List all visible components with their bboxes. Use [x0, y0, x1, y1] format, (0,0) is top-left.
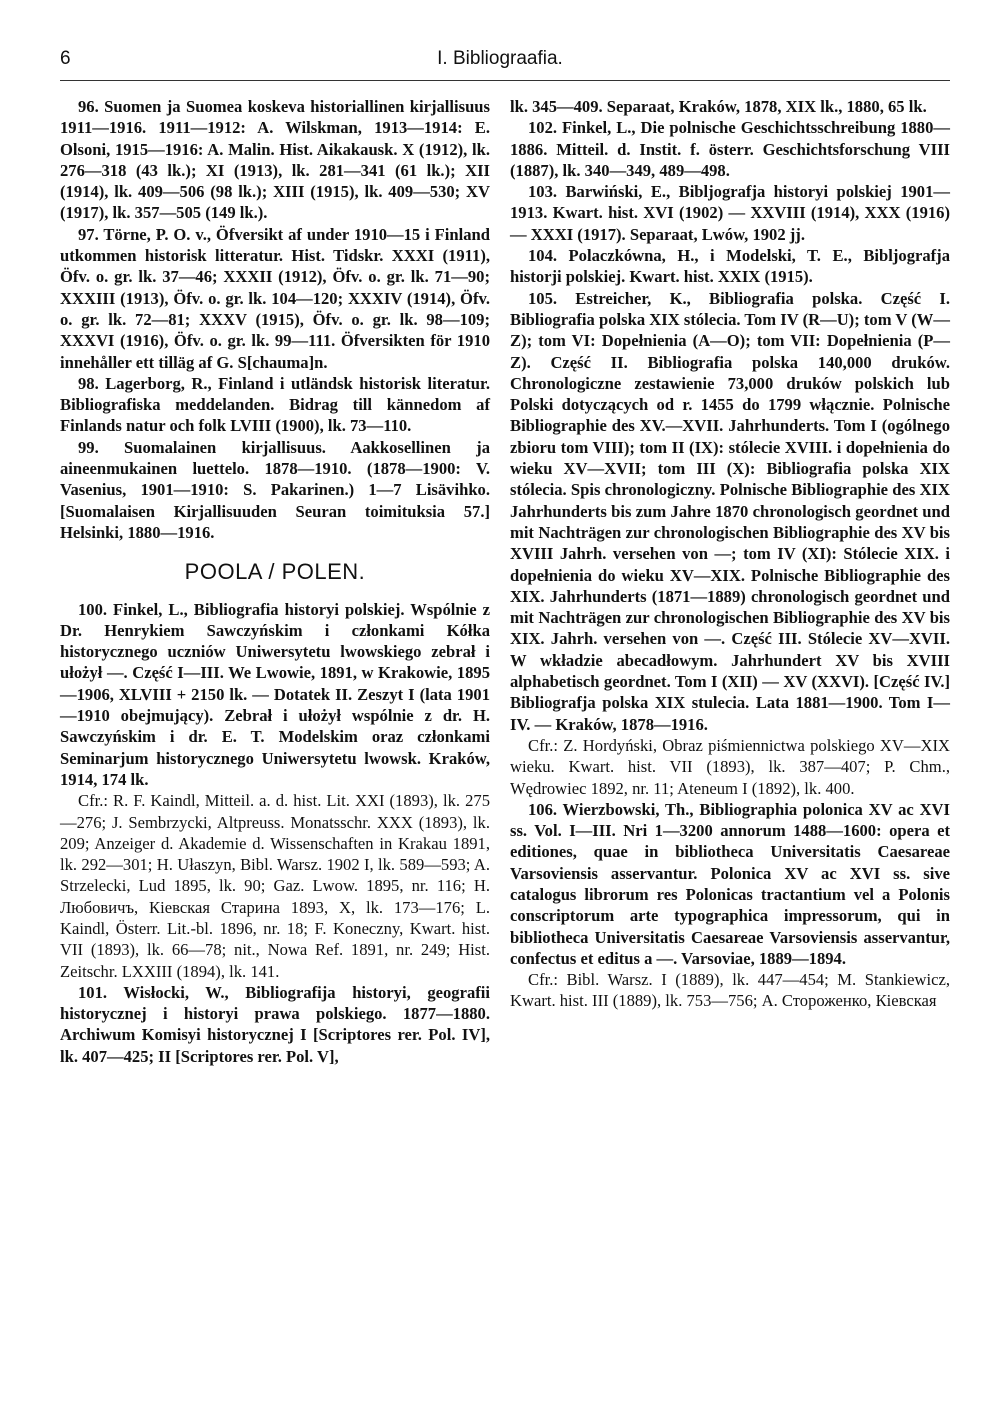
- entry-102: 102. Finkel, L., Die polnische Geschichtsschreibung 1880—1886. Mitteil. d. Instit. f. österr. Geschichtsforschung VIII (1887), lk. 340—349, 489—498.: [510, 118, 950, 180]
- entry-98: 98. Lagerborg, R., Finland i utländsk historisk literatur. Bibliografiska meddelanden. Bidrag till kännedom af Finlands natur och folk LVIII (1900), lk. 73—110.: [60, 373, 490, 436]
- entry-106: 106. Wierzbowski, Th., Bibliographia polonica XV ac XVI ss. Vol. I—III. Nri 1—3200 annorum 1488—1600: opera et editiones, quae in bibliotheca Universitatis Caesareae Varsoviensis asservantur. Polonica XV ac XVI ss. sive catalogus librorum res Polonicas tractantium vel a Polonis conscriptorum arte typographica impressorum, qui in bibliotheca Universitatis Caesareae Varsoviensis asservantur, confectus et editus a —. Varsoviae, 1889—1894.: [510, 799, 950, 968]
- entry-97: 97. Törne, P. O. v., Öfversikt af under 1910—15 i Finland utkommen historisk litteratur. Hist. Tidskr. XXXI (1911), Öfv. o. gr. lk. 37—46; XXXII (1912), Öfv. o. gr. lk. 71—90; XXXIII (1913), Öfv. o. gr. lk. 104—120; XXXIV (1914), Öfv. o. gr. lk. 72—81; XXXV (1915), Öfv. o. gr. lk. 98—109; XXXVI (1916), Öfv. o. gr. lk. 99—111. Öfversikten för 1910 innehåller ett tilläg af G. S[chauma]n.: [60, 224, 490, 372]
- entry-99: 99. Suomalainen kirjallisuus. Aakkosellinen ja aineenmukainen luettelo. 1878—1910. (1878—1900: V. Vasenius, 1901—1910: S. Pakarinen.) 1—7 Lisävihko. [Suomalaisen Kirjallisuuden Seuran toimituksia 57.] Helsinki, 1880—1916.: [60, 437, 490, 542]
- right-column: [510, 96, 950, 1012]
- entry-104: 104. Polaczkówna, H., i Modelski, T. E., Bibljografja historji polskiej. Kwart. hist. XXIX (1915).: [510, 246, 950, 287]
- entry-100-cfr: Cfr.: R. F. Kaindl, Mitteil. a. d. hist. Lit. XXI (1893), lk. 275—276; J. Sembrzycki, Altpreuss. Monatsschr. XXX (1893), lk. 209; Anzeiger d. Akademie d. Wissenschaften in Krakau 1891, lk. 292—301; H. Ułaszyn, Bibl. Warsz. 1902 I, lk. 589—593; A. Strzelecki, Lud 1895, lk. 90; Gaz. Lwow. 1895, nr. 116; Н. Любовичъ, Кіевская Старина 1893, X, lk. 173—176; L. Kaindl, Österr. Lit.-bl. 1896, nr. 18; F. Koneczny, Kwart. hist. VII (1893), lk. 66—78; nit., Nowa Ref. 1891, nr. 249; Hist. Zeitschr. LXXIII (1894), lk. 141.: [60, 791, 490, 981]
- left-column: [60, 96, 490, 1067]
- entry-100: 100. Finkel, L., Bibliografia historyi polskiej. Wspólnie z Dr. Henrykiem Sawczyńskim i członkami Kółka historycznego uczniów Uniwersytetu lwowskiego zebrał i ułożył —. Część I—III. We Lwowie, 1891, w Krakowie, 1895—1906, XLVIII + 2150 lk. — Dotatek II. Zeszyt I (lata 1901—1910 obejmujący). Zebrał i ułożył wspólnie z dr. H. Sawczyńskim i dr. E. T. Modelskim oraz członkami Seminarjum historycznego Uniwersytetu lwowsk. Kraków, 1914, 174 lk.: [60, 599, 490, 789]
- entry-106-cfr: Cfr.: Bibl. Warsz. I (1889), lk. 447—454; M. Stankiewicz, Kwart. hist. III (1889), lk. 753—756; А. Стороженко, Кіевская: [510, 970, 950, 1011]
- entry-101-continued: lk. 345—409. Separaat, Kraków, 1878, XIX lk., 1880, 65 lk.: [510, 97, 927, 116]
- entry-105-cfr: Cfr.: Z. Hordyński, Obraz piśmiennictwa polskiego XV—XIX wieku. Kwart. hist. VII (1893), lk. 387—407; P. Chm., Wędrowiec 1892, nr. 11; Ateneum I (1892), lk. 400.: [510, 735, 950, 798]
- header-rule: [60, 80, 950, 81]
- entry-103: 103. Barwiński, E., Bibljografja historyi polskiej 1901—1913. Kwart. hist. XVI (1902) — XXVIII (1914), XXX (1916) — XXXI (1917). Separaat, Lwów, 1902 jj.: [510, 182, 950, 244]
- page-number: 6: [60, 48, 71, 69]
- entry-96: 96. Suomen ja Suomea koskeva historiallinen kirjallisuus 1911—1916. 1911—1912: A. Wilskman, 1913—1914: E. Olsoni, 1915—1916: A. Malin. Hist. Aikakausk. X (1912), lk. 276—318 (43 lk.); XI (1913), lk. 281—341 (61 lk.); XII (1914), lk. 409—506 (98 lk.); XIII (1915), lk. 409—530; XV (1917), lk. 357—505 (149 lk.).: [60, 97, 490, 223]
- page-header: [60, 48, 940, 78]
- entry-105: 105. Estreicher, K., Bibliografia polska. Część I. Bibliografia polska XIX stólecia. Tom IV (R—U); tom V (W—Z); tom VI: Dopełnienia (A—O); tom VII: Dopełnienia (P—Z). Część II. Bibliografia polska 140,000 druków. Chronologiczne zestawienie 73,000 druków polskich lub Polski dotyczących od r. 1455 do 1799 włącznie. Polnische Bibliographie des XV.—XVII. Jahrhunderts. Tom I (ogólnego zbioru tom VIII); tom II (IX): stólecie XVIII. i dopełnienia do wieku XV—XVII; tom III (X): Bibliografia polska XIX stólecia. Spis chronologiczny. Polnische Bibliographie des XIX Jahrhunderts bis zum Jahre 1870 chronologisch geordnet und mit Nachträgen zur chronologischen Bibliographie des XV bis XVIII Jahrh. versehen von —; tom IV (XI): Stólecie XIX. i dopełnienia do wieku XV—XIX. Polnische Bibliographie des XIX. Jahrhunderts (1871—1889) chronologisch geordnet und mit Nachträgen zur chronologischen Bibliographie des XV bis XIX. Jahrh. versehen von —. Część III. Stólecie XV—XVII. W wkładzie abecadłowym. Jahrhundert XV bis XVIII alphabetisch geordnet. Tom I (XII) — XV (XXVI). [Część IV.] Bibliografja polska XIX stulecia. Lata 1881—1900. Tom I—IV. — Kraków, 1878—1916.: [510, 288, 950, 734]
- entry-101: 101. Wisłocki, W., Bibliografija historyi, geografii historycznej i historyi prawa polskiego. 1877—1880. Archiwum Komisyi historycznej I [Scriptores rer. Pol. IV], lk. 407—425; II [Scriptores rer. Pol. V],: [60, 982, 490, 1066]
- section-title: POOLA / POLEN.: [184, 559, 366, 585]
- running-title: I. Bibliograafia.: [437, 48, 563, 69]
